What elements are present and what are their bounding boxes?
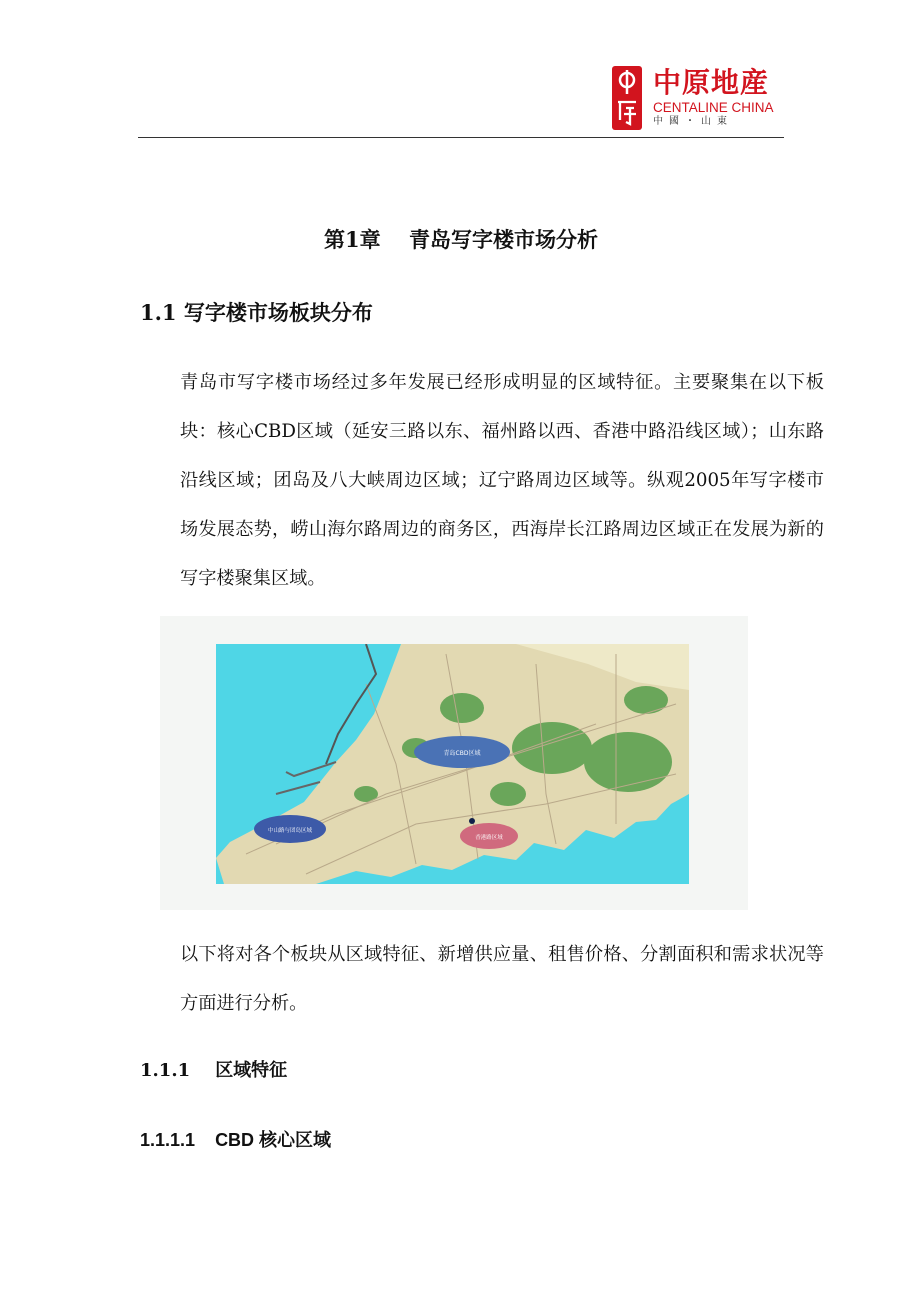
analysis-paragraph: 以下将对各个板块从区域特征、新增供应量、租售价格、分割面积和需求状况等方面进行分析。	[180, 944, 824, 1014]
chapter-title: 第1章 青岛写字楼市场分析	[324, 227, 598, 252]
subsection-title: 区域特征	[215, 1060, 288, 1081]
subsubsection-number: 1.1.1.1	[140, 1130, 196, 1150]
subsubsection-title: CBD 核心区域	[215, 1130, 332, 1150]
subsection-heading	[140, 1056, 287, 1086]
qingdao-office-zone-map	[216, 644, 689, 884]
logo-region: 中國・山東	[653, 116, 733, 127]
map-label-east: 香港路区域	[475, 835, 503, 841]
section-title: 1.1 写字楼市场板块分布	[140, 300, 373, 325]
centaline-seal-icon	[612, 66, 642, 130]
logo-chinese-name: 中原地産	[653, 66, 770, 99]
header-divider	[138, 137, 784, 138]
map-label-west: 中山路与团岛区域	[267, 828, 313, 834]
logo-english-name: CENTALINE CHINA	[653, 100, 774, 115]
map-label-cbd: 青岛CBD区域	[443, 750, 481, 757]
header-logo	[612, 66, 784, 130]
map-center-marker	[469, 818, 475, 824]
intro-paragraph: 青岛市写字楼市场经过多年发展已经形成明显的区域特征。主要聚集在以下板块：核心CBD区域（延安三路以东、福州路以西、香港中路沿线区域）；山东路沿线区域；团岛及八大峡周边区域；辽宁路周边区域等。纵观2005年写字楼市场发展态势，崂山海尔路周边的商务区，西海岸长江路周边区域正在发展为新的写字楼聚集区域。	[180, 372, 824, 589]
subsubsection-heading	[140, 1125, 331, 1155]
subsection-number: 1.1.1	[140, 1060, 191, 1081]
